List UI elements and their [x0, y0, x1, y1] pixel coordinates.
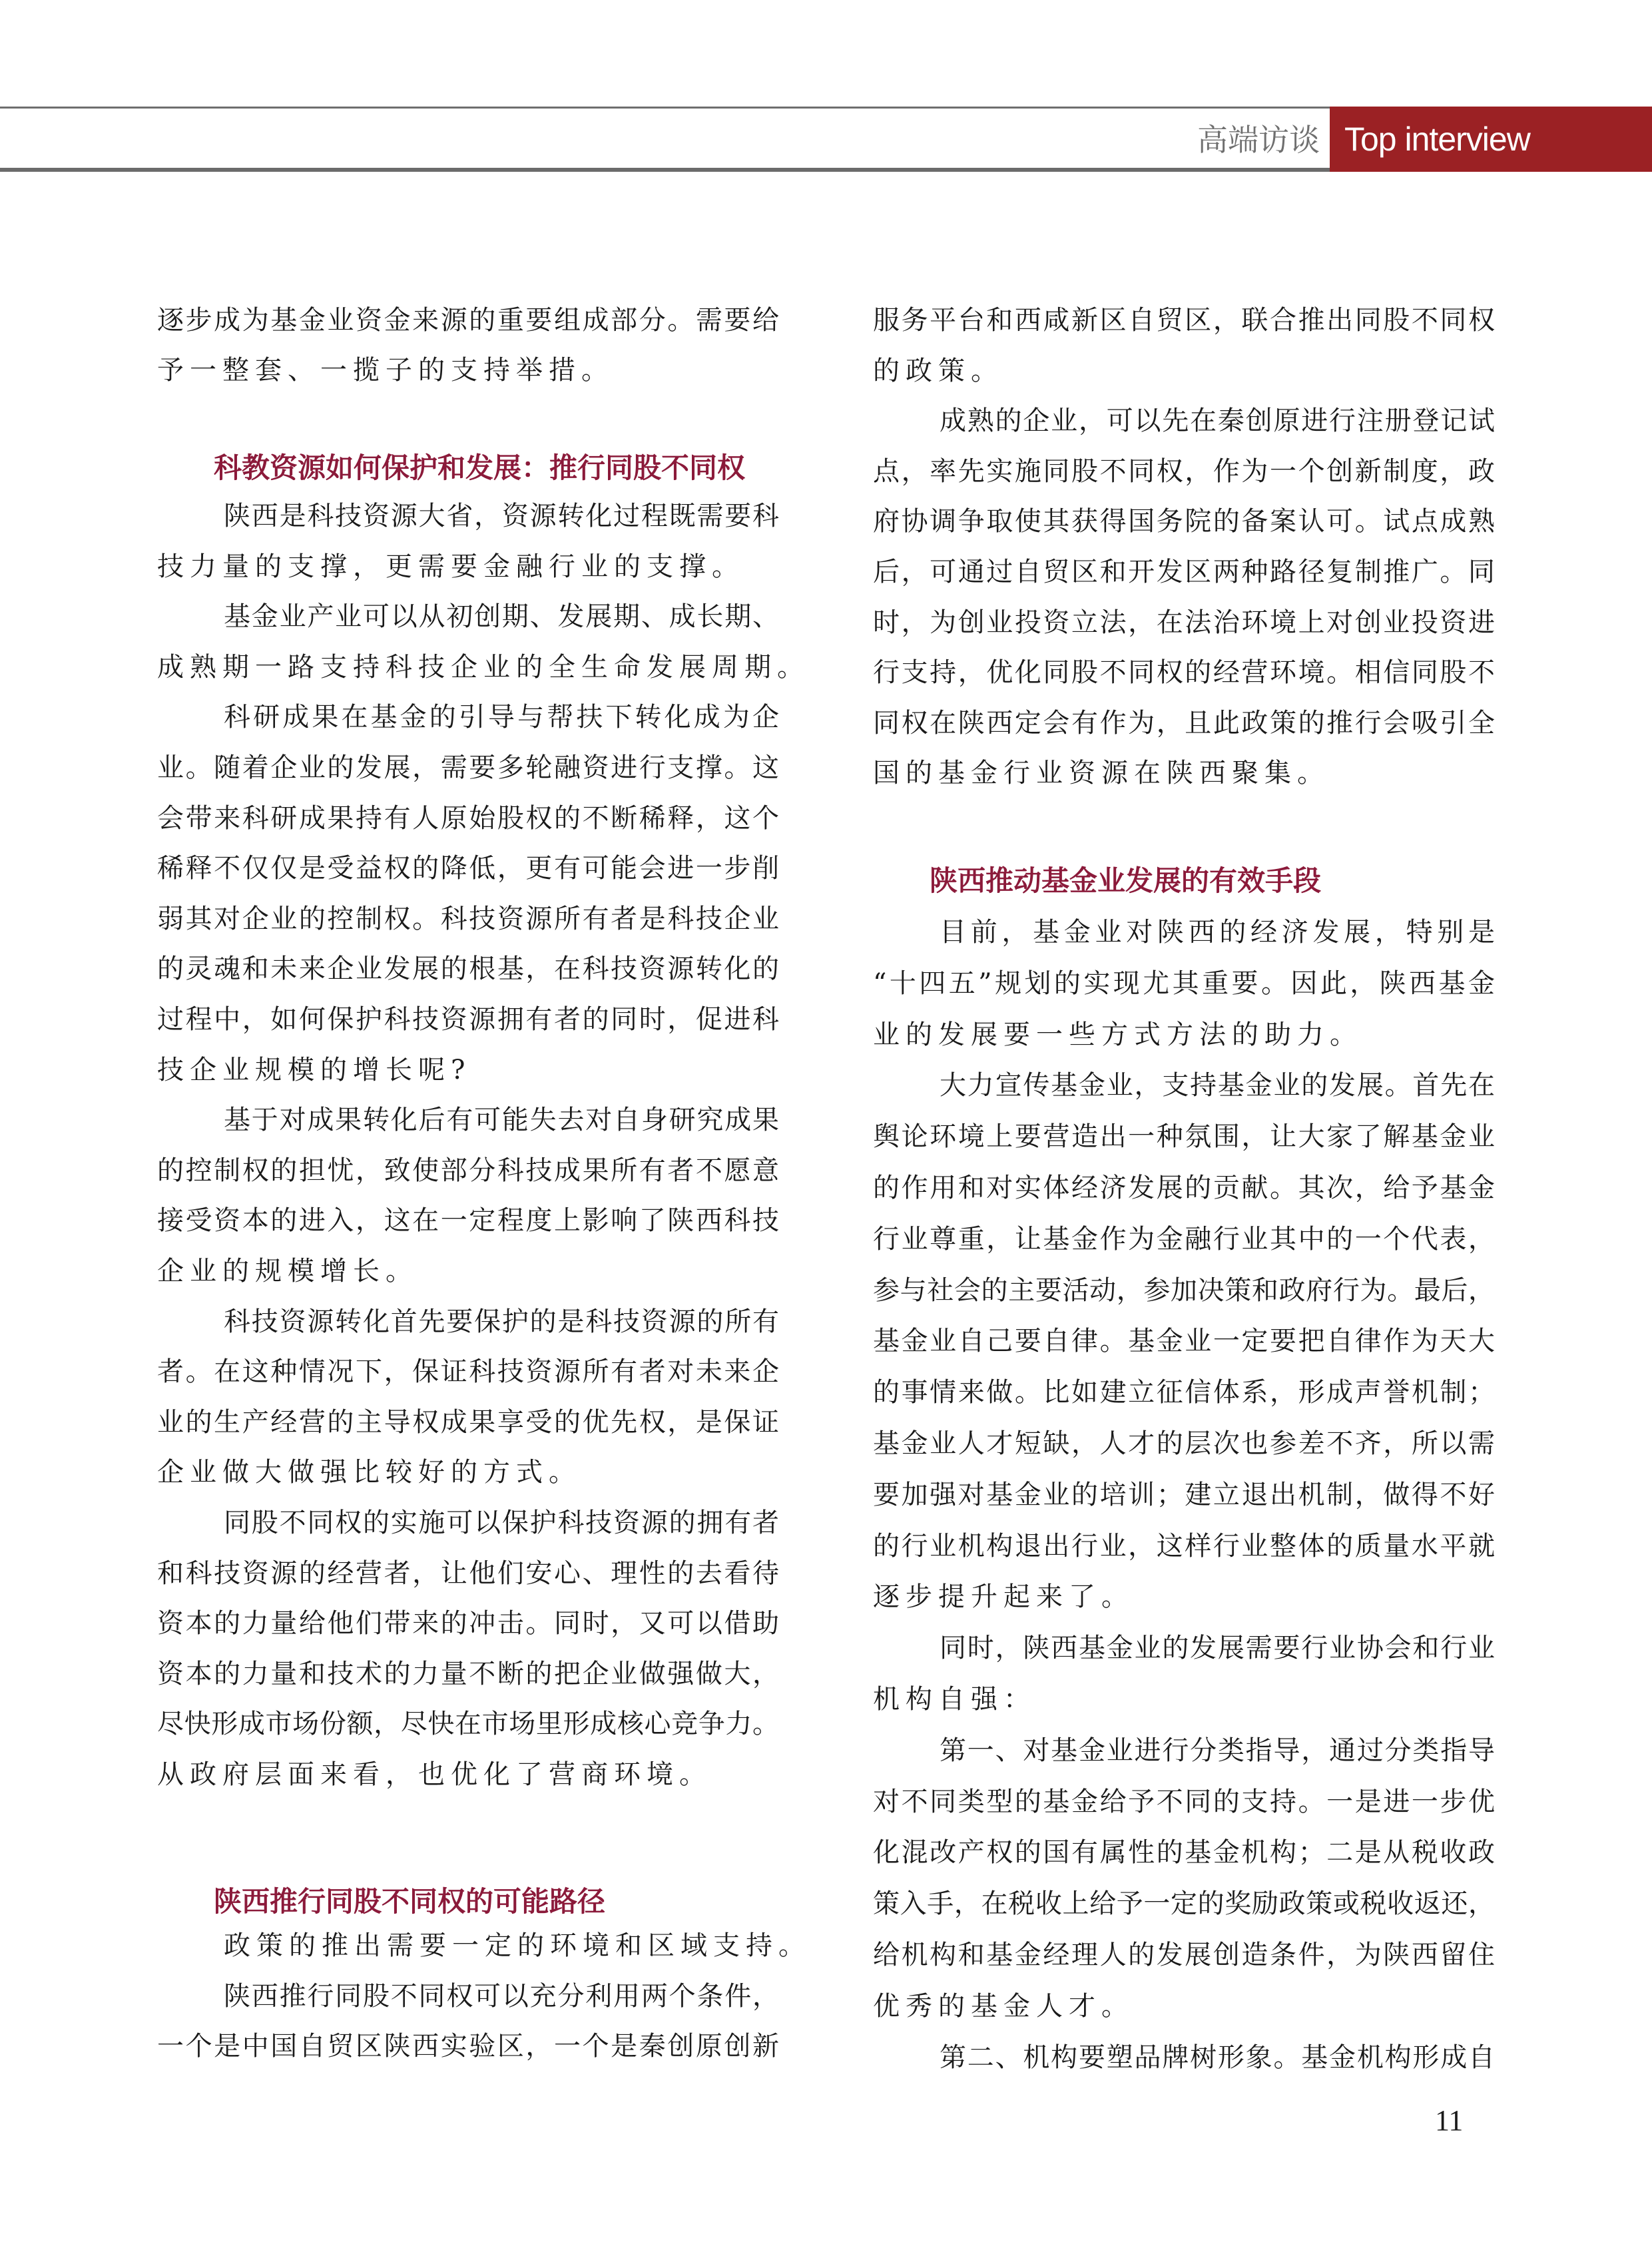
- paragraph-line: 机构自强：: [873, 1684, 1036, 1715]
- paragraph-line: 府协调争取使其获得国务院的备案认可。试点成熟: [873, 506, 1495, 537]
- paragraph-line: 陕西推行同股不同权可以充分利用两个条件，: [224, 1981, 779, 2012]
- paragraph-line: 后，可通过自贸区和开发区两种路径复制推广。同: [873, 557, 1495, 587]
- paragraph-line: 陕西是科技资源大省，资源转化过程既需要科: [224, 501, 779, 531]
- section-heading: 陕西推动基金业发展的有效手段: [930, 864, 1322, 897]
- paragraph-line: 从政府层面来看，也优化了营商环境。: [157, 1759, 712, 1790]
- paragraph-line: 资本的力量和技术的力量不断的把企业做强做大，: [157, 1659, 779, 1689]
- paragraph-line: 化混改产权的国有属性的基金机构；二是从税收政: [873, 1837, 1495, 1868]
- paragraph-line: 技力量的支撑，更需要金融行业的支撑。: [157, 551, 744, 582]
- paragraph-line: 第一、对基金业进行分类指导，通过分类指导: [940, 1735, 1495, 1766]
- paragraph-line: 成熟期一路支持科技企业的全生命发展周期。: [157, 652, 810, 683]
- paragraph-line: 基于对成果转化后有可能失去对自身研究成果: [224, 1105, 779, 1135]
- paragraph-line: 和科技资源的经营者，让他们安心、理性的去看待: [157, 1558, 779, 1589]
- paragraph-line: 要加强对基金业的培训；建立退出机制，做得不好: [873, 1480, 1495, 1510]
- paragraph-line: 行业尊重，让基金作为金融行业其中的一个代表，: [873, 1224, 1495, 1255]
- paragraph-line: 的事情来做。比如建立征信体系，形成声誉机制；: [873, 1377, 1495, 1408]
- paragraph-line: 基金业产业可以从初创期、发展期、成长期、: [224, 601, 779, 632]
- paragraph-line: 资本的力量给他们带来的冲击。同时，又可以借助: [157, 1608, 779, 1639]
- paragraph-line: 同股不同权的实施可以保护科技资源的拥有者: [224, 1508, 779, 1538]
- header-rule-thick: [0, 168, 1330, 172]
- paragraph-line: 对不同类型的基金给予不同的支持。一是进一步优: [873, 1787, 1495, 1817]
- paragraph-line: 科技资源转化首先要保护的是科技资源的所有: [224, 1306, 779, 1337]
- paragraph-line: 同权在陕西定会有作为，且此政策的推行会吸引全: [873, 708, 1495, 738]
- paragraph-line: 逐步成为基金业资金来源的重要组成部分。需要给: [157, 305, 779, 336]
- paragraph-line: 同时，陕西基金业的发展需要行业协会和行业: [940, 1633, 1495, 1663]
- paragraph-line: 国的基金行业资源在陕西聚集。: [873, 758, 1330, 788]
- paragraph-line: 者。在这种情况下，保证科技资源所有者对未来企: [157, 1356, 779, 1387]
- paragraph-line: 基金业人才短缺，人才的层次也参差不齐，所以需: [873, 1428, 1495, 1459]
- paragraph-line: 的作用和对实体经济发展的贡献。其次，给予基金: [873, 1173, 1495, 1203]
- paragraph-line: 优秀的基金人才。: [873, 1991, 1134, 2022]
- paragraph-line: 目前，基金业对陕西的经济发展，特别是: [940, 917, 1495, 948]
- paragraph-line: “十四五”规划的实现尤其重要。因此，陕西基金: [873, 968, 1495, 999]
- paragraph-line: 企业的规模增长。: [157, 1256, 418, 1286]
- paragraph-line: 逐步提升起来了。: [873, 1581, 1134, 1612]
- paragraph-line: 基金业自己要自律。基金业一定要把自律作为天大: [873, 1326, 1495, 1356]
- paragraph-line: 点，率先实施同股不同权，作为一个创新制度，政: [873, 456, 1495, 487]
- paragraph-line: 大力宣传基金业，支持基金业的发展。首先在: [940, 1070, 1495, 1101]
- paragraph-line: 行支持，优化同股不同权的经营环境。相信同股不: [873, 657, 1495, 688]
- paragraph-line: 时，为创业投资立法，在法治环境上对创业投资进: [873, 607, 1495, 638]
- paragraph-line: 给机构和基金经理人的发展创造条件，为陕西留住: [873, 1940, 1495, 1970]
- paragraph-line: 的控制权的担忧，致使部分科技成果所有者不愿意: [157, 1155, 779, 1186]
- paragraph-line: 一个是中国自贸区陕西实验区，一个是秦创原创新: [157, 2031, 779, 2062]
- paragraph-line: 政策的推出需要一定的环境和区域支持。: [224, 1930, 811, 1961]
- paragraph-line: 舆论环境上要营造出一种氛围，让大家了解基金业: [873, 1121, 1495, 1152]
- section-heading: 科教资源如何保护和发展：推行同股不同权: [214, 451, 746, 484]
- section-heading: 陕西推行同股不同权的可能路径: [214, 1885, 606, 1918]
- paragraph-line: 科研成果在基金的引导与帮扶下转化成为企: [224, 702, 779, 732]
- paragraph-line: 弱其对企业的控制权。科技资源所有者是科技企业: [157, 904, 779, 934]
- paragraph-line: 业的发展要一些方式方法的助力。: [873, 1019, 1362, 1050]
- paragraph-line: 技企业规模的增长呢?: [157, 1055, 471, 1085]
- paragraph-line: 的灵魂和未来企业发展的根基，在科技资源转化的: [157, 954, 779, 984]
- paragraph-line: 策入手，在税收上给予一定的奖励政策或税收返还，: [873, 1888, 1495, 1919]
- section-label-english: Top interview: [1330, 107, 1652, 172]
- paragraph-line: 服务平台和西咸新区自贸区，联合推出同股不同权: [873, 305, 1495, 336]
- paragraph-line: 接受资本的进入，这在一定程度上影响了陕西科技: [157, 1205, 779, 1236]
- paragraph-line: 参与社会的主要活动，参加决策和政府行为。最后，: [873, 1275, 1495, 1306]
- paragraph-line: 企业做大做强比较好的方式。: [157, 1457, 581, 1488]
- page-number: 11: [1435, 2104, 1464, 2137]
- paragraph-line: 成熟的企业，可以先在秦创原进行注册登记试: [940, 406, 1495, 436]
- paragraph-line: 业的生产经营的主导权成果享受的优先权，是保证: [157, 1407, 779, 1438]
- paragraph-line: 稀释不仅仅是受益权的降低，更有可能会进一步削: [157, 853, 779, 884]
- paragraph-line: 尽快形成市场份额，尽快在市场里形成核心竞争力。: [157, 1709, 779, 1739]
- paragraph-line: 业。随着企业的发展，需要多轮融资进行支撑。这: [157, 752, 779, 783]
- paragraph-line: 予一整套、一揽子的支持举措。: [157, 355, 614, 386]
- paragraph-line: 的政策。: [873, 356, 1003, 386]
- paragraph-line: 第二、机构要塑品牌树形象。基金机构形成自: [940, 2042, 1495, 2073]
- paragraph-line: 会带来科研成果持有人原始股权的不断稀释，这个: [157, 803, 779, 834]
- header-rule-thin: [0, 107, 1330, 109]
- paragraph-line: 的行业机构退出行业，这样行业整体的质量水平就: [873, 1531, 1495, 1561]
- section-label-chinese: 高端访谈: [1197, 122, 1320, 158]
- paragraph-line: 过程中，如何保护科技资源拥有者的同时，促进科: [157, 1004, 779, 1035]
